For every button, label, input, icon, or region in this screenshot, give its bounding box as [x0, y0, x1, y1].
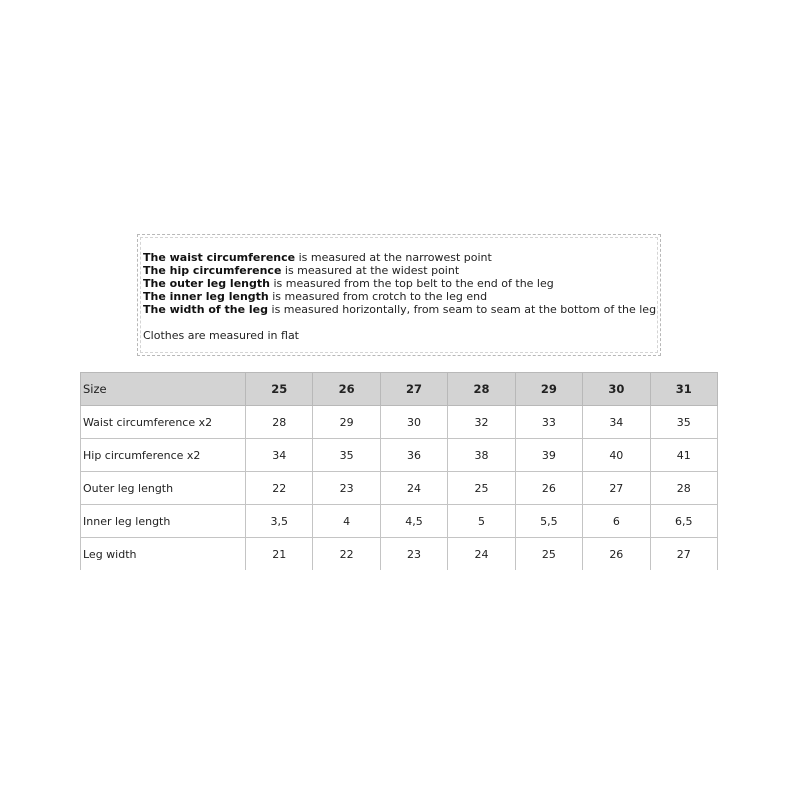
- table-cell: 21: [246, 538, 313, 571]
- table-row: [81, 406, 718, 439]
- table-cell: 4,5: [380, 505, 447, 538]
- info-line-outer-leg: The outer leg length is measured from the top belt to the end of the leg: [143, 277, 554, 290]
- table-cell: 6: [583, 505, 650, 538]
- header-size-28: 28: [448, 373, 515, 406]
- table-cell: 25: [448, 472, 515, 505]
- table-cell: 35: [313, 439, 380, 472]
- table-cell: 28: [650, 472, 717, 505]
- table-cell: 4: [313, 505, 380, 538]
- table-cell: 24: [380, 472, 447, 505]
- table-cell: 30: [380, 406, 447, 439]
- header-size-label: Size: [81, 373, 246, 406]
- row-label-hip: Hip circumference x2: [81, 439, 246, 472]
- table-cell: 35: [650, 406, 717, 439]
- table-cell: 38: [448, 439, 515, 472]
- table-cell: 22: [246, 472, 313, 505]
- table-cell: 27: [650, 538, 717, 571]
- table-cell: 25: [515, 538, 582, 571]
- table-cell: 36: [380, 439, 447, 472]
- header-size-25: 25: [246, 373, 313, 406]
- row-label-inner-leg: Inner leg length: [81, 505, 246, 538]
- row-label-outer-leg: Outer leg length: [81, 472, 246, 505]
- info-line-inner-leg: The inner leg length is measured from crotch to the leg end: [143, 290, 488, 303]
- table-cell: 5,5: [515, 505, 582, 538]
- table-row: [81, 538, 718, 571]
- table-cell: 29: [313, 406, 380, 439]
- table-cell: 40: [583, 439, 650, 472]
- table-header-row: [81, 373, 718, 406]
- info-line-hip: The hip circumference is measured at the widest point: [143, 264, 460, 277]
- table-cell: 41: [650, 439, 717, 472]
- table-cell: 39: [515, 439, 582, 472]
- table-row: [81, 505, 718, 538]
- table-cell: 28: [246, 406, 313, 439]
- row-label-waist: Waist circumference x2: [81, 406, 246, 439]
- header-size-31: 31: [650, 373, 717, 406]
- table-cell: 27: [583, 472, 650, 505]
- table-cell: 23: [380, 538, 447, 571]
- header-size-26: 26: [313, 373, 380, 406]
- size-chart-table: [80, 372, 718, 570]
- header-size-29: 29: [515, 373, 582, 406]
- table-cell: 32: [448, 406, 515, 439]
- measurement-info-box: [137, 234, 661, 356]
- info-line-waist: The waist circumference is measured at the narrowest point: [143, 251, 492, 264]
- header-size-30: 30: [583, 373, 650, 406]
- table-cell: 23: [313, 472, 380, 505]
- table-cell: 34: [583, 406, 650, 439]
- header-size-27: 27: [380, 373, 447, 406]
- table-cell: 3,5: [246, 505, 313, 538]
- table-cell: 26: [515, 472, 582, 505]
- table-cell: 6,5: [650, 505, 717, 538]
- table-cell: 26: [583, 538, 650, 571]
- info-note: Clothes are measured in flat: [143, 329, 299, 342]
- table-row: [81, 472, 718, 505]
- table-cell: 34: [246, 439, 313, 472]
- table-cell: 24: [448, 538, 515, 571]
- info-line-leg-width: The width of the leg is measured horizontally, from seam to seam at the bottom of the leg: [143, 303, 657, 316]
- table-cell: 5: [448, 505, 515, 538]
- table-cell: 33: [515, 406, 582, 439]
- table-row: [81, 439, 718, 472]
- table-cell: 22: [313, 538, 380, 571]
- row-label-leg-width: Leg width: [81, 538, 246, 571]
